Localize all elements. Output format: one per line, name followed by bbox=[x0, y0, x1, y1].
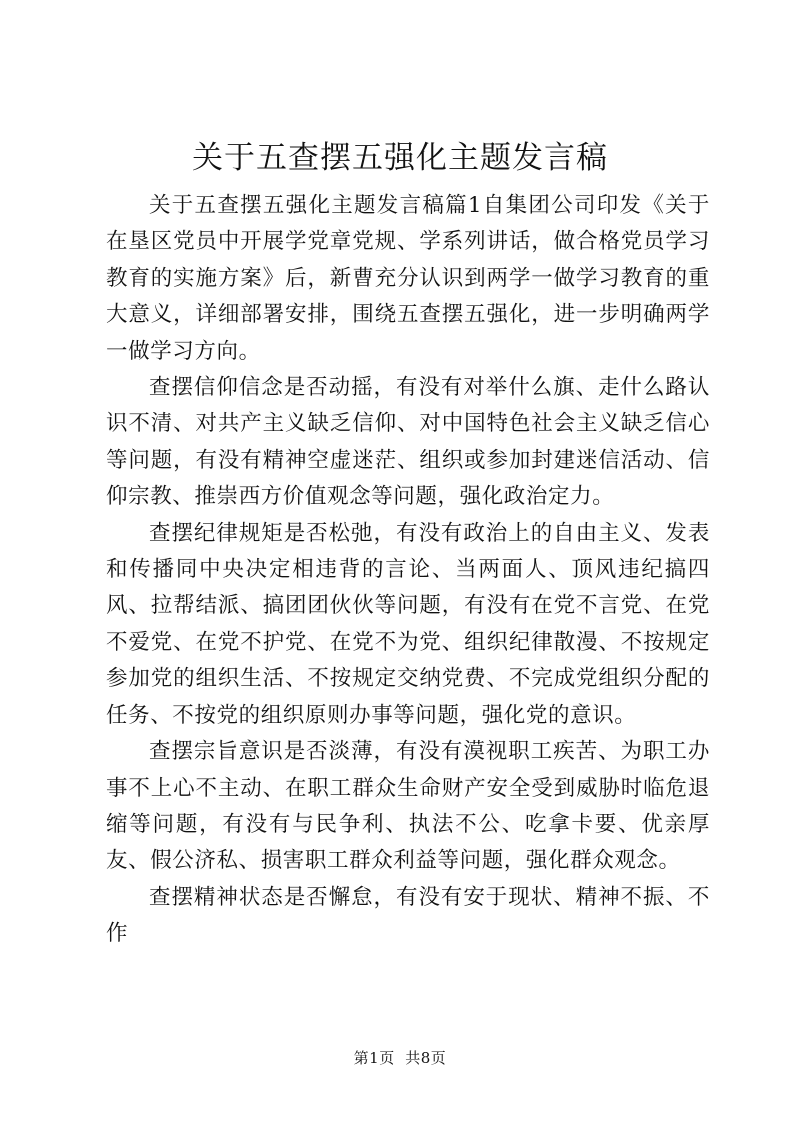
paragraph-4: 查摆宗旨意识是否淡薄，有没有漠视职工疾苦、为职工办事不上心不主动、在职工群众生命财产安全受到威胁时临危退缩等问题，有没有与民争利、执法不公、吃拿卡要、优亲厚友、假公济私、损害职工群众利益等问题，强化群众观念。 bbox=[106, 739, 710, 874]
paragraph-2: 查摆信仰信念是否动摇，有没有对举什么旗、走什么路认识不清、对共产主义缺乏信仰、对中国特色社会主义缺乏信心等问题，有没有精神空虚迷茫、组织或参加封建迷信活动、信仰宗教、推崇西方价值观念等问题，强化政治定力。 bbox=[106, 375, 710, 510]
page-total: 共8页 bbox=[405, 1049, 447, 1067]
paragraph-5: 查摆精神状态是否懈怠，有没有安于现状、精神不振、不作 bbox=[106, 884, 710, 947]
page-footer bbox=[0, 1048, 800, 1068]
footer-spacer bbox=[395, 1049, 406, 1067]
document-title: 关于五查摆五强化主题发言稿 bbox=[192, 140, 608, 176]
paragraph-3: 查摆纪律规矩是否松弛，有没有政治上的自由主义、发表和传播同中央决定相违背的言论、当两面人、顶风违纪搞四风、拉帮结派、搞团团伙伙等问题，有没有在党不言党、在党不爱党、在党不护党、在党不为党、组织纪律散漫、不按规定参加党的组织生活、不按规定交纳党费、不完成党组织分配的任务、不按党的组织原则办事等问题，强化党的意识。 bbox=[106, 520, 710, 728]
paragraph-1: 关于五查摆五强化主题发言稿篇1自集团公司印发《关于在垦区党员中开展学党章党规、学系列讲话，做合格党员学习教育的实施方案》后，新曹充分认识到两学一做学习教育的重大意义，详细部署安排，围绕五查摆五强化，进一步明确两学一做学习方向。 bbox=[106, 193, 710, 364]
page-number: 第1页 bbox=[353, 1049, 395, 1067]
document-body bbox=[106, 188, 710, 953]
